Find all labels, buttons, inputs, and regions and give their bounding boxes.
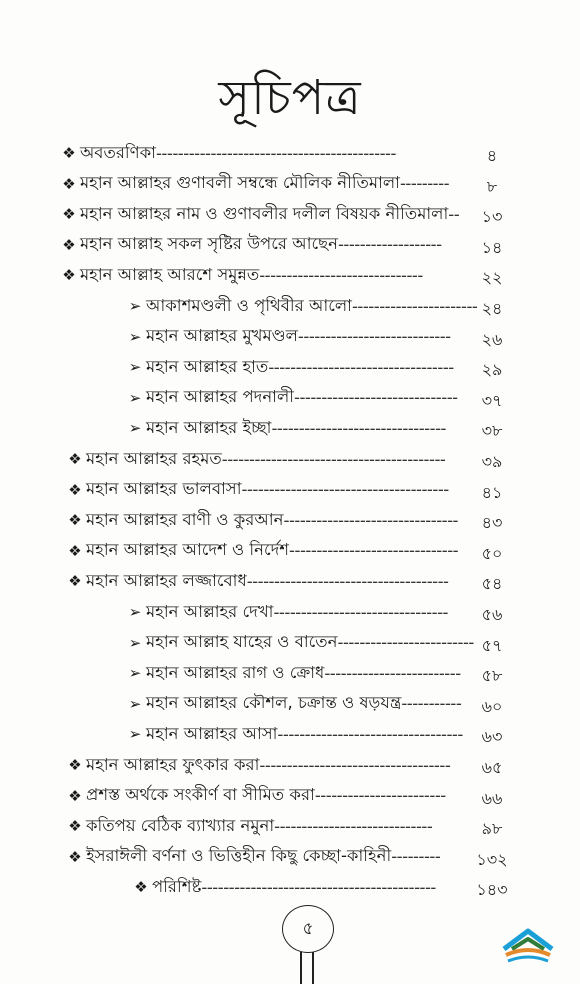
toc-entry <box>58 230 488 260</box>
toc-entry-label: মহান আল্লাহর মুখমণ্ডল <box>146 326 298 346</box>
diamond-bullet-icon: ❖ <box>62 144 76 162</box>
toc-entry-page: ২৪ <box>481 299 503 318</box>
dot-leader: ----------------------------------------- <box>221 449 446 469</box>
toc-entry-page: ৪১ <box>481 482 503 502</box>
dot-leader: ---------------------------- <box>297 327 451 347</box>
toc-entry <box>124 628 488 658</box>
toc-entry-page: ৪৩ <box>481 513 503 533</box>
diamond-bullet-icon: ❖ <box>62 205 76 224</box>
toc-entry-label: মহান আল্লাহর পদনালী <box>146 387 294 407</box>
toc-entry-page: ৯৮ <box>481 819 503 839</box>
toc-entry-label: মহান আল্লাহর ফুৎকার করা <box>86 754 260 774</box>
diamond-bullet-icon: ❖ <box>62 174 76 193</box>
toc-entry-page: ৬৫ <box>481 758 503 777</box>
toc-entry-label: ইসরাঈলী বর্ণনা ও ভিত্তিহীন কিছু কেচ্ছা-কাহিনী <box>86 846 392 866</box>
toc-entry-label: মহান আল্লাহর আসা <box>146 723 278 743</box>
diamond-bullet-icon: ❖ <box>68 817 82 836</box>
dot-leader: ------------------------------------- <box>246 571 449 591</box>
toc-entry-label: মহান আল্লাহর হাত <box>146 356 269 376</box>
toc-entry-page: ১৪৩ <box>476 880 508 900</box>
toc-entry <box>124 658 488 688</box>
dot-leader: -------------------------------------------- <box>155 143 396 163</box>
toc-entry-label: মহান আল্লাহর রাগ ও ক্রোধ <box>146 662 325 682</box>
toc-entry-page: ৫০ <box>481 543 503 563</box>
toc-entry-page: ২২ <box>481 268 503 288</box>
toc-entry-label: মহান আল্লাহর রহমত <box>86 448 222 468</box>
toc-entry-page: ৮ <box>486 176 498 196</box>
toc-entry-label: মহান আল্লাহ আরশে সমুন্নত <box>80 264 260 284</box>
dot-leader: ---------------------------------- <box>268 357 454 377</box>
dot-leader: -------------------------------------- <box>241 480 449 500</box>
toc-entry <box>64 536 488 566</box>
dot-leader: ----------------------------- <box>274 816 433 836</box>
toc-entry-page: ৬৬ <box>481 788 503 808</box>
dot-leader: -- <box>448 204 460 224</box>
toc-entry-label: মহান আল্লাহর আদেশ ও নির্দেশ <box>86 540 290 560</box>
dot-leader: ------------------------------------------- <box>201 877 436 897</box>
toc-entry-label: মহান আল্লাহর বাণী ও কুরআন <box>86 509 284 529</box>
diamond-bullet-icon: ❖ <box>68 480 82 499</box>
diamond-bullet-icon: ❖ <box>62 266 76 285</box>
dot-leader: ----------------------- <box>351 296 478 316</box>
toc-entry-label: মহান আল্লাহর লজ্জাবোধ <box>86 570 247 590</box>
toc-entry <box>130 872 488 902</box>
toc-entry-label: মহান আল্লাহর দেখা <box>146 601 274 621</box>
toc-entry <box>124 322 488 352</box>
toc-entry-page: ১৪ <box>481 237 503 257</box>
toc-entry <box>124 383 488 413</box>
toc-entry-label: মহান আল্লাহর ইচ্ছা <box>146 417 272 437</box>
toc-entry-label: মহান আল্লাহর ভালবাসা <box>86 479 242 499</box>
toc-entry <box>64 842 488 872</box>
toc-entry-page: ৫৭ <box>481 635 503 655</box>
dot-leader: ------------------- <box>337 235 442 255</box>
publisher-logo-icon <box>500 925 556 965</box>
toc-entry <box>64 781 488 811</box>
dot-leader: ----------------------------------- <box>259 755 451 775</box>
dot-leader: ------------------------- <box>324 663 461 683</box>
toc-entry-label: আকাশমণ্ডলী ও পৃথিবীর আলো <box>146 295 352 315</box>
arrow-bullet-icon: ➢ <box>128 327 142 346</box>
toc-entry-page: ২৬ <box>481 329 503 349</box>
arrow-bullet-icon: ➢ <box>128 694 142 713</box>
diamond-bullet-icon: ❖ <box>68 756 82 774</box>
toc-entry-page: ৫৬ <box>481 605 503 624</box>
toc-entry <box>58 138 488 168</box>
diamond-bullet-icon: ❖ <box>68 572 82 591</box>
toc-entry <box>58 260 488 290</box>
diamond-bullet-icon: ❖ <box>68 511 82 530</box>
arrow-bullet-icon: ➢ <box>128 297 142 315</box>
toc-entry-page: ৫৮ <box>481 666 503 686</box>
toc-entry-label: মহান আল্লাহর কৌশল, চক্রান্ত ও ষড়যন্ত্র <box>146 693 402 713</box>
toc-entry-page: ৩৮ <box>481 421 503 441</box>
page-number: ৫ <box>282 905 334 953</box>
toc-entry-page: ৬৩ <box>481 727 503 747</box>
toc-entry <box>64 811 488 841</box>
toc-entry-label: প্রশস্ত অর্থকে সংকীর্ণ বা সীমিত করা <box>86 785 315 805</box>
arrow-bullet-icon: ➢ <box>128 664 142 683</box>
dot-leader: -------------------------------- <box>271 418 446 438</box>
toc-entry-label: মহান আল্লাহ যাহের ও বাতেন <box>146 632 338 652</box>
arrow-bullet-icon: ➢ <box>128 388 142 407</box>
dot-leader: ------------------------- <box>337 633 474 653</box>
toc-entry <box>124 352 488 382</box>
toc-entry <box>58 199 488 229</box>
diamond-bullet-icon: ❖ <box>62 235 76 254</box>
toc-entry <box>124 413 488 443</box>
arrow-bullet-icon: ➢ <box>128 358 142 377</box>
diamond-bullet-icon: ❖ <box>68 786 82 805</box>
dot-leader: ------------------------------- <box>289 541 459 561</box>
toc-entry-page: ৩৯ <box>481 452 503 471</box>
arrow-bullet-icon: ➢ <box>128 603 142 621</box>
page-title: সূচিপত্র <box>218 70 362 126</box>
dot-leader: --------- <box>399 174 450 194</box>
toc-entry-page: ১৩২ <box>476 849 508 869</box>
toc-entry <box>124 719 488 749</box>
decorative-line <box>312 952 314 984</box>
toc-entry <box>64 444 488 474</box>
toc-entry <box>124 597 488 627</box>
toc-entry-page: ১৩ <box>481 207 503 227</box>
arrow-bullet-icon: ➢ <box>128 725 142 744</box>
toc-entry <box>124 689 488 719</box>
dot-leader: ------------------------------ <box>293 388 458 408</box>
decorative-line <box>300 952 302 984</box>
toc-entry <box>64 505 488 535</box>
dot-leader: --------- <box>391 847 441 867</box>
toc-entry-page: ৩৭ <box>481 390 503 410</box>
arrow-bullet-icon: ➢ <box>128 633 142 652</box>
toc-entry-label: পরিশিষ্ট <box>152 876 202 896</box>
dot-leader: ------------------------ <box>314 786 446 806</box>
toc-entry <box>64 750 488 780</box>
toc-entry <box>64 475 488 505</box>
dot-leader: -------------------------------- <box>283 510 459 530</box>
dot-leader: ----------- <box>401 694 462 714</box>
toc-entry-page: ৪ <box>486 146 498 165</box>
dot-leader: ------------------------------ <box>259 265 423 285</box>
toc-entry-page: ৫৪ <box>481 574 503 594</box>
toc-entry-label: মহান আল্লাহর নাম ও গুণাবলীর দলীল বিষয়ক নীতিমালা <box>80 203 449 223</box>
toc-entry <box>64 566 488 596</box>
toc-entry-page: ৬০ <box>481 696 503 716</box>
diamond-bullet-icon: ❖ <box>68 541 82 560</box>
diamond-bullet-icon: ❖ <box>134 878 148 897</box>
toc-entry-label: কতিপয় বেঠিক ব্যাখ্যার নমুনা <box>86 815 275 835</box>
diamond-bullet-icon: ❖ <box>68 847 82 866</box>
diamond-bullet-icon: ❖ <box>68 450 82 468</box>
toc-entry-page: ২৯ <box>481 360 503 380</box>
dot-leader: -------------------------------- <box>273 602 448 622</box>
toc-entry-label: মহান আল্লাহর গুণাবলী সম্বন্ধে মৌলিক নীতিমালা <box>80 173 400 193</box>
dot-leader: ---------------------------------- <box>277 724 463 744</box>
toc-entry <box>124 291 488 321</box>
toc-entry-label: মহান আল্লাহ সকল সৃষ্টির উপরে আছেন <box>80 234 338 254</box>
arrow-bullet-icon: ➢ <box>128 419 142 438</box>
toc-entry-label: অবতরণিকা <box>80 142 156 162</box>
toc-entry <box>58 169 488 199</box>
